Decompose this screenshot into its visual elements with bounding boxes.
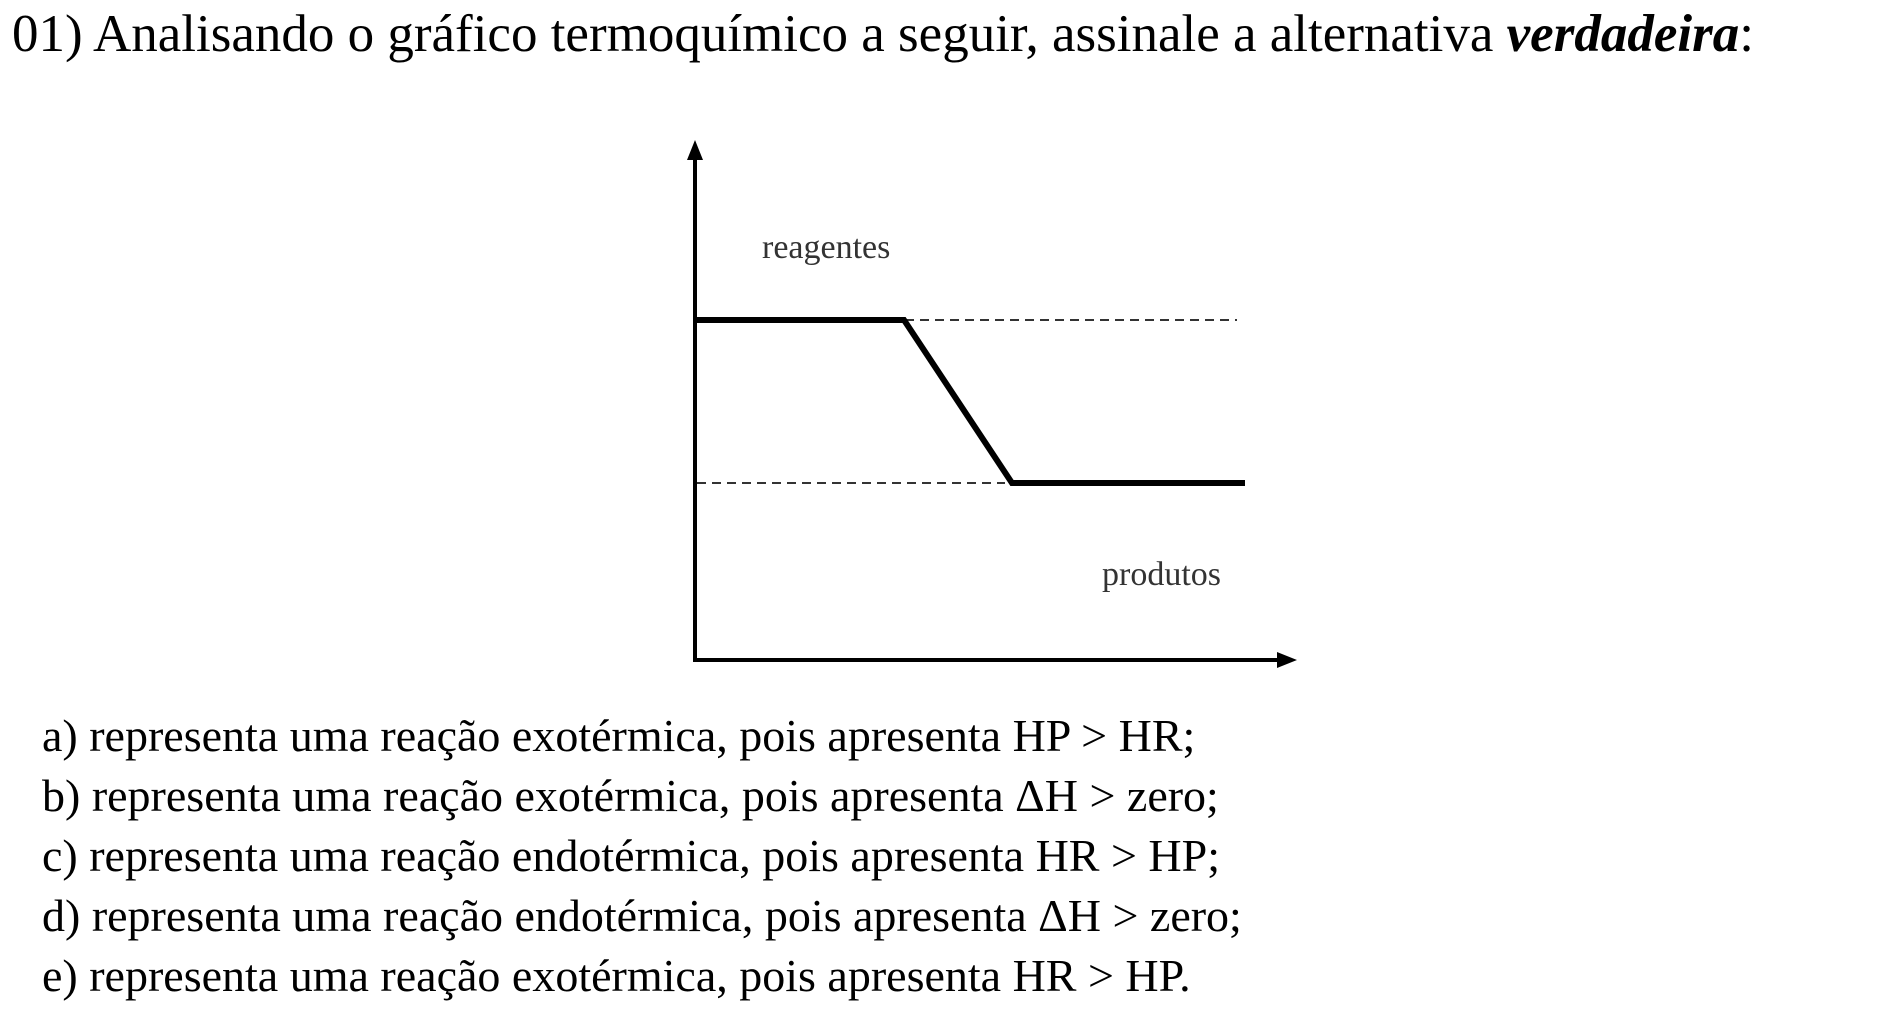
- y-axis-arrow: [687, 140, 703, 160]
- answer-options: [42, 706, 1242, 1006]
- option-c: c) representa uma reação endotérmica, pois apresenta HR > HP;: [42, 830, 1221, 881]
- x-axis-arrow: [1277, 652, 1297, 668]
- option-d: d) representa uma reação endotérmica, pois apresenta ΔH > zero;: [42, 890, 1242, 941]
- question-emphasis: verdadeira: [1506, 5, 1740, 63]
- question-suffix: :: [1739, 5, 1754, 63]
- label-produtos: produtos: [1102, 556, 1221, 593]
- enthalpy-path: [697, 320, 1245, 483]
- question-text: [12, 2, 1754, 66]
- option-e: e) representa uma reação exotérmica, pois apresenta HR > HP.: [42, 950, 1191, 1001]
- option-a: a) representa uma reação exotérmica, pois apresenta HP > HR;: [42, 710, 1196, 761]
- enthalpy-diagram: [660, 130, 1320, 690]
- enthalpy-diagram-svg: [660, 130, 1320, 690]
- label-reagentes: reagentes: [762, 229, 891, 266]
- question-prefix: 01) Analisando o gráfico termoquímico a seguir, assinale a alternativa: [12, 5, 1507, 63]
- option-b: b) representa uma reação exotérmica, pois apresenta ΔH > zero;: [42, 770, 1219, 821]
